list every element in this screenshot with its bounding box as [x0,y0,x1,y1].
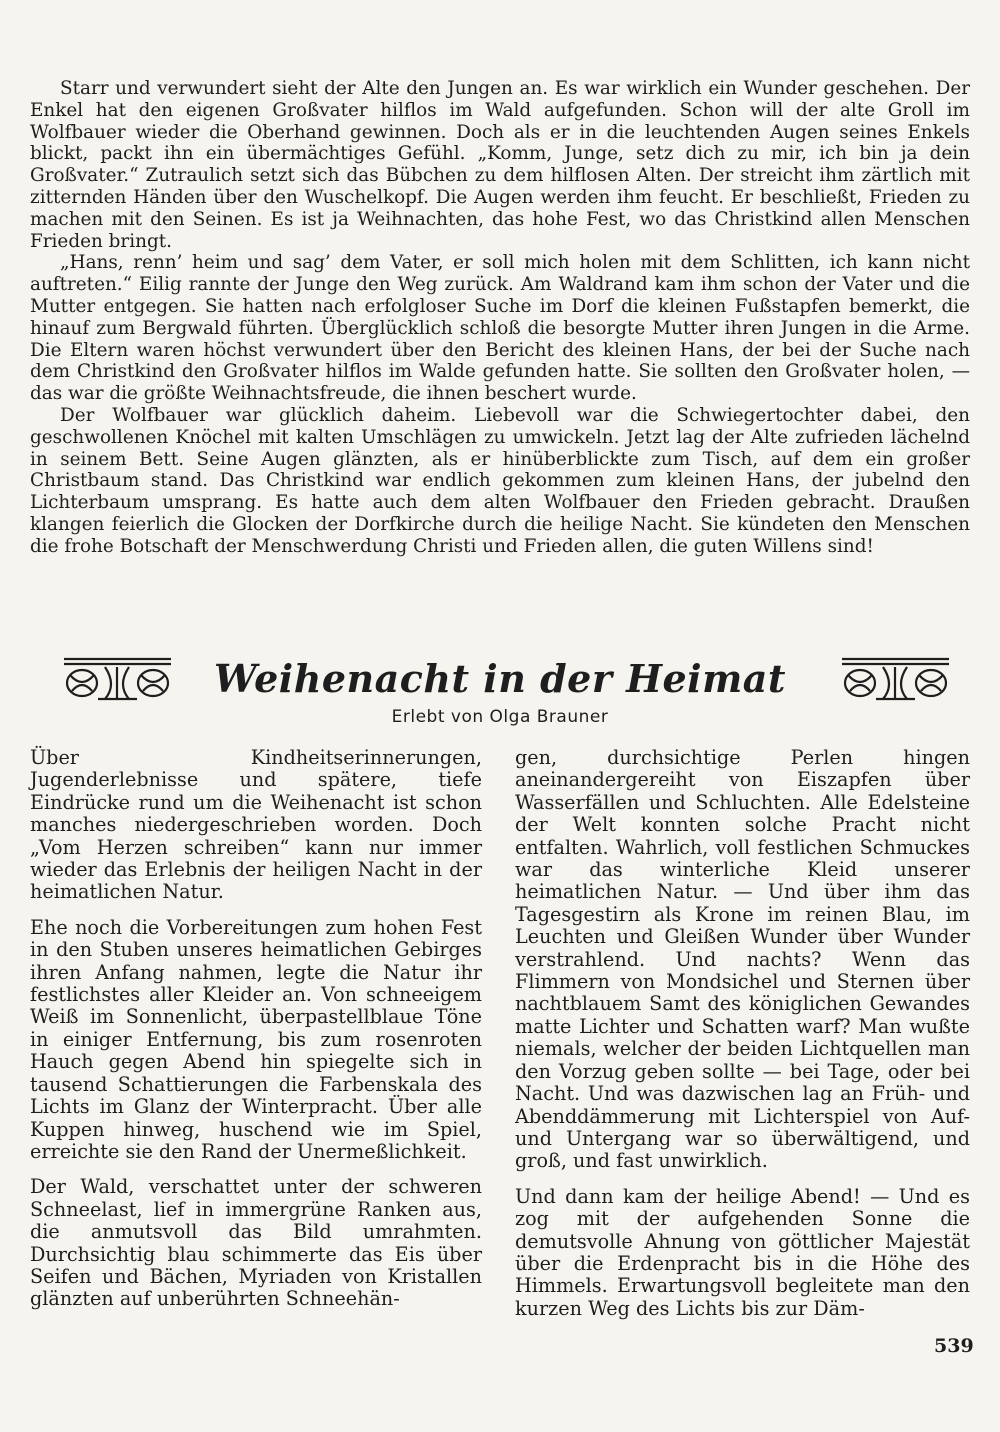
article-paragraph: Der Wald, verschattet unter der schweren Schneelast, lief in immergrüne Ranken aus, die anmutsvoll das Bild umrahmten. Durchsichtig blau schimmerte das Eis über Seifen und Bächen, Myriaden von Kristallen glänzten auf unberührten Schneehän- [30,1175,482,1311]
story-paragraph: „Hans, renn’ heim und sag’ dem Vater, er soll mich holen mit dem Schlitten, ich kann nicht auftreten.“ Eilig rannte der Junge den Weg zurück. Am Waldrand kam ihm schon der Vater und die Mutter entgegen. Sie hatten nach erfolgloser Suche im Dorf die kleinen Fußstapfen bemerkt, die hinauf zum Bergwald führten. Überglücklich schloß die besorgte Mutter ihren Jungen in die Arme. Die Eltern waren höchst verwundert über den Bericht des kleinen Hans, der bei der Suche nach dem Christkind den Großvater hilflos im Walde gefunden hatte. Sie sollten den Großvater holen, — das war die größte Weihnachtsfreude, die ihnen beschert wurde. [30,252,970,405]
article-paragraph: Ehe noch die Vorbereitungen zum hohen Fest in den Stuben unseres heimatlichen Gebirges ihren Anfang nahmen, legte die Natur ihr festlichstes aller Kleider an. Von schneeigem Weiß im Sonnenlicht, überpastellblaue Töne in einiger Entfernung, bis zum rosenroten Hauch gegen Abend hin spiegelte sich in tausend Schattierungen die Farbenskala des Lichts im Glanz der Winterpracht. Über alle Kuppen hinweg, huschend wie im Spiel, erreichte sie den Rand der Unermeßlichkeit. [30,915,482,1163]
article-byline: Erlebt von Olga Brauner [391,707,609,727]
article-right-column [515,747,970,1320]
article-paragraph: Und dann kam der heilige Abend! — Und es zog mit der aufgehenden Sonne die demutsvolle Ahnung von göttlicher Majestät über die Erdenpracht bis in die Höhe des Himmels. Erwartungsvoll begleitete man den kurzen Weg des Lichts bis zur Däm- [515,1184,970,1320]
article-paragraph: gen, durchsichtige Perlen hingen aneinandergereiht von Eiszapfen über Wasserfällen und Schluchten. Alle Edelsteine der Welt konnten solche Pracht nicht entfalten. Wahrlich, voll festlichen Schmuckes war das winterliche Kleid unserer heimatlichen Natur. — Und über ihm das Tagesgestirn als Krone im reinen Blau, im Leuchten und Gleißen Wunder über Wunder verstrahlend. Und nachts? Wenn das Flimmern von Mondsichel und Sternen über nachtblauem Samt des königlichen Gewandes matte Lichter und Schatten warf? Man wußte niemals, welcher der beiden Lichtquellen man den Vorzug geben sollte — bei Tage, oder bei Nacht. Und was dazwischen lag an Früh- und Abenddämmerung mit Lichterspiel von Auf- und Untergang war so überwältigend, und groß, und fast unwirklich. [515,746,970,1173]
article-heading [30,655,970,715]
story-paragraph: Starr und verwundert sieht der Alte den Jungen an. Es war wirklich ein Wunder geschehen. Der Enkel hat den eigenen Großvater hilflos im Wald aufgefunden. Schon will der alte Groll im Wolfbauer wieder die Oberhand gewinnen. Doch als er in die leuchtenden Augen seines Enkels blickt, packt ihn ein übermächtiges Gefühl. „Komm, Junge, setz dich zu mir, ich bin ja dein Großvater.“ Zutraulich setzt sich das Bübchen zu dem hilflosen Alten. Der streicht ihm zärtlich mit zitternden Händen über den Wuschelkopf. Die Augen werden ihm feucht. Er beschließt, Frieden zu machen mit den Seinen. Es ist ja Weihnachten, das hohe Fest, wo das Christkind allen Menschen Frieden bringt. [30,78,970,252]
article-paragraph: Über Kindheitserinnerungen, Jugenderlebnisse und spätere, tiefe Eindrücke rund um die Weihenacht ist schon manches niedergeschrieben worden. Doch „Vom Herzen schreiben“ kann nur immer wieder das Erlebnis der heiligen Nacht in der heimatlichen Natur. [30,746,482,904]
story-paragraph: Der Wolfbauer war glücklich daheim. Liebevoll war die Schwiegertochter dabei, den geschwollenen Knöchel mit kalten Umschlägen zu umwickeln. Jetzt lag der Alte zufrieden lächelnd in seinem Bett. Seine Augen glänzten, als er hinüberblickte zum Tisch, auf dem ein großer Christbaum stand. Das Christkind war endlich gekommen zum kleinen Hans, der jubelnd den Lichterbaum umsprang. Es hatte auch dem alten Wolfbauer den Frieden gebracht. Draußen klangen feierlich die Glocken der Dorfkirche durch die heilige Nacht. Sie kündeten den Menschen die frohe Botschaft der Menschwerdung Christi und Frieden allen, die guten Willens sind! [30,404,970,557]
article-title: Weihenacht in der Heimat [214,656,786,701]
article-left-column [30,747,482,1311]
floral-ornament-icon [838,655,953,703]
story-ending [30,78,970,558]
page-number: 539 [934,1335,974,1357]
